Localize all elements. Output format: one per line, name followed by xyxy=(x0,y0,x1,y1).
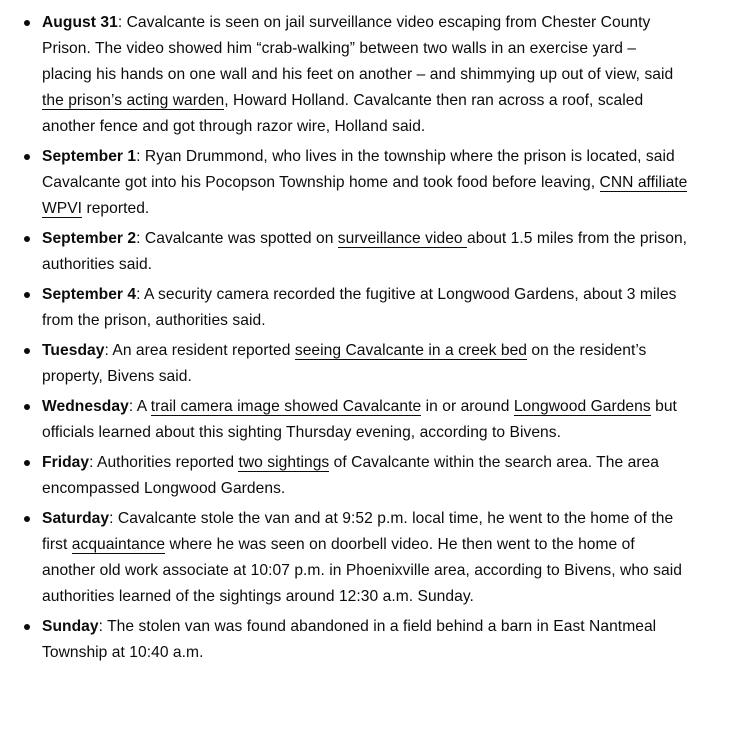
timeline-date: August 31 xyxy=(42,14,118,31)
bullet-icon xyxy=(24,154,30,160)
bullet-icon xyxy=(24,404,30,410)
bullet-icon xyxy=(24,516,30,522)
timeline-date: Tuesday xyxy=(42,342,105,359)
article-link[interactable]: Longwood Gardens xyxy=(513,398,651,415)
bullet-icon xyxy=(24,460,30,466)
body-text: on the resident’s property, Bivens said. xyxy=(42,342,647,385)
bullet-icon xyxy=(24,236,30,242)
article-link[interactable]: CNN affiliate WPVI xyxy=(42,174,688,217)
article-link[interactable]: acquaintance xyxy=(71,536,166,553)
article-link[interactable]: the prison’s acting warden xyxy=(42,92,225,109)
article-link[interactable]: surveillance video xyxy=(337,230,468,247)
body-text: : Cavalcante is seen on jail surveillance video escaping from Chester County Prison. The video showed him “crab-walking” between two walls in an exercise yard – placing his hands on one wall and his feet on another – and shimmying up out of view, said xyxy=(42,14,674,83)
bullet-icon xyxy=(24,292,30,298)
timeline-date: September 2 xyxy=(42,230,137,247)
timeline-item xyxy=(0,338,730,390)
body-text: , Howard Holland. Cavalcante then ran across a roof, scaled another fence and got through razor wire, Holland said. xyxy=(42,92,644,135)
timeline-item xyxy=(0,226,730,278)
body-text: : A xyxy=(128,398,151,415)
timeline-item xyxy=(0,394,730,446)
article-link[interactable]: seeing Cavalcante in a creek bed xyxy=(294,342,528,359)
body-text: : An area resident reported xyxy=(104,342,295,359)
timeline-date: Saturday xyxy=(42,510,110,527)
timeline-date: Wednesday xyxy=(42,398,129,415)
timeline-date: Sunday xyxy=(42,618,99,635)
timeline-item xyxy=(0,614,730,666)
timeline-item xyxy=(0,10,730,140)
body-text: : Cavalcante was spotted on xyxy=(136,230,338,247)
timeline-item xyxy=(0,282,730,334)
article-link[interactable]: two sightings xyxy=(238,454,330,471)
article-link[interactable]: trail camera image showed Cavalcante xyxy=(150,398,422,415)
body-text: : Ryan Drummond, who lives in the township where the prison is located, said Cavalcante got into his Pocopson Township home and took food before leaving, xyxy=(42,148,675,191)
timeline-date: Friday xyxy=(42,454,90,471)
bullet-icon xyxy=(24,348,30,354)
bullet-icon xyxy=(24,20,30,26)
timeline-date: September 1 xyxy=(42,148,137,165)
body-text: : The stolen van was found abandoned in a field behind a barn in East Nantmeal Township at 10:40 a.m. xyxy=(42,618,657,661)
body-text: reported. xyxy=(82,200,150,217)
body-text: of Cavalcante within the search area. The area encompassed Longwood Gardens. xyxy=(42,454,660,497)
timeline-item xyxy=(0,144,730,222)
timeline-date: September 4 xyxy=(42,286,137,303)
body-text: about 1.5 miles from the prison, authorities said. xyxy=(42,230,688,273)
body-text: but officials learned about this sighting Thursday evening, according to Bivens. xyxy=(42,398,677,441)
timeline-item xyxy=(0,450,730,502)
body-text: : Authorities reported xyxy=(89,454,239,471)
bullet-icon xyxy=(24,624,30,630)
body-text: in or around xyxy=(421,398,514,415)
body-text: : Cavalcante stole the van and at 9:52 p.m. local time, he went to the home of the first xyxy=(42,510,674,553)
body-text: : A security camera recorded the fugitive at Longwood Gardens, about 3 miles from the prison, authorities said. xyxy=(42,286,677,329)
body-text: where he was seen on doorbell video. He then went to the home of another old work associate at 10:07 p.m. in Phoenixville area, according to Bivens, who said authorities learned of the sightings around 12:30 a.m. Sunday. xyxy=(42,536,682,605)
timeline-item xyxy=(0,506,730,610)
